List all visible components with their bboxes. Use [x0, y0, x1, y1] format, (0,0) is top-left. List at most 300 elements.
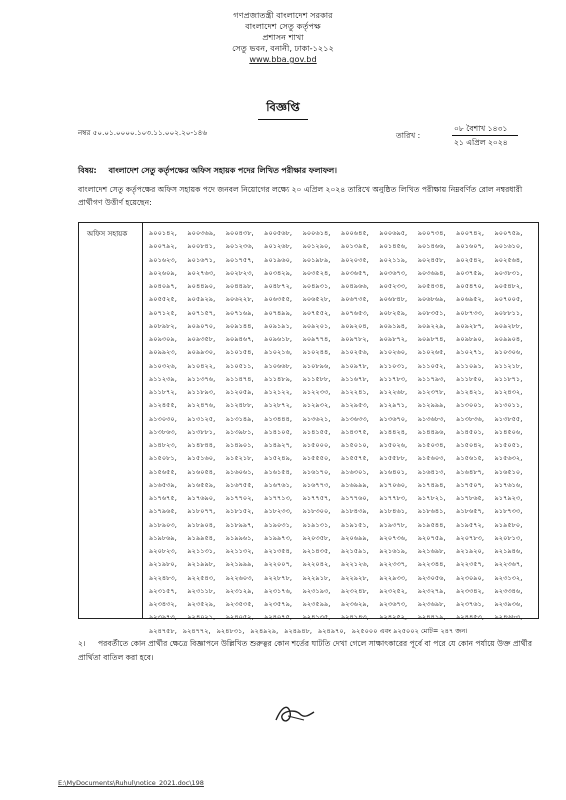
- roll-number: ৯১৭৭১৩,: [264, 494, 292, 502]
- roll-number: ৯০৯৯০৪,: [494, 335, 523, 343]
- roll-number: ৯১৪৯০১,: [225, 441, 254, 449]
- roll-number: ৯২৩১২৯,: [225, 586, 254, 595]
- date-bangla: ০৮ বৈশাখ ১৪৩১: [454, 124, 508, 133]
- roll-number: ৯১১৮৭১,: [494, 374, 523, 383]
- roll-number: ৯২৪৯২৯,: [250, 626, 279, 635]
- roll-number: ৯০০৭৫৯,: [494, 229, 523, 237]
- roll-number: ৯১৮৬৪১,: [417, 507, 446, 516]
- roll-number: ৯১৬৫৫৯,: [187, 480, 216, 489]
- roll-number: ৯১১৬৭৮,: [340, 374, 369, 383]
- section-name: প্রশাসন শাখা: [262, 32, 304, 42]
- roll-number: ৯২৩১৭৬,: [264, 586, 292, 595]
- roll-number: ৯০৩৬৭৩,: [379, 268, 408, 277]
- roll-number: ৯১৫২১৮,: [225, 454, 254, 463]
- roll-number: ৯১৫০৪২,: [456, 441, 484, 449]
- roll-number: ৯০১৪৫৬,: [379, 242, 408, 251]
- roll-number: ৯০১৬১০,: [494, 242, 523, 251]
- roll-row: [149, 386, 533, 399]
- roll-number: ৯২৪৯৭০,: [317, 626, 346, 635]
- total-count: ৯২৫০০০ এবং ৯২৫০০২ মোট= ২৪৭ জন।: [351, 626, 468, 635]
- website-link[interactable]: www.bba.gov.bd: [249, 54, 317, 64]
- roll-row: [149, 532, 533, 545]
- roll-number: ৯০১৪৬৬,: [417, 242, 446, 251]
- roll-number: ৯১৫০৩৪,: [417, 441, 446, 449]
- roll-row: [149, 479, 533, 492]
- roll-number: ৯২৩০৯০,: [456, 573, 484, 582]
- roll-number: ৯০৫৫২৫,: [149, 295, 177, 304]
- subject-line: [78, 165, 538, 178]
- roll-row: [149, 293, 533, 306]
- roll-number: ৯২৪৮৩১,: [216, 626, 245, 635]
- roll-number: ৯০৮৮১১,: [494, 308, 523, 317]
- roll-number: ৯১৫৫৮৮,: [379, 454, 408, 463]
- roll-number: ৯২২৯১৮,: [302, 573, 331, 582]
- roll-number: ৯২১১৩২,: [225, 547, 254, 555]
- roll-number: ৯০৯৯২৩,: [149, 348, 177, 357]
- roll-number: ৯০১৬০৭,: [456, 242, 484, 251]
- subject-label: বিষয়:: [78, 166, 97, 175]
- roll-number: ৯০৫২৩৩,: [379, 282, 408, 290]
- roll-number: ৯১১৮৫০,: [456, 374, 484, 383]
- roll-number: ৯০১৩৯৫,: [340, 242, 369, 251]
- roll-number: ৯০৪৪৯০,: [187, 282, 216, 290]
- roll-number: ৯১১২৩৯,: [149, 374, 177, 383]
- government-name: গণপ্রজাতন্ত্রী বাংলাদেশ সরকার: [233, 10, 333, 20]
- roll-number: ৯১৪৮২৩,: [149, 441, 177, 449]
- roll-number: ৯২০৭৮৩,: [456, 533, 484, 542]
- roll-number: ৯০৯৭৭৪,: [302, 335, 331, 343]
- roll-number: ৯০৪০৯৭,: [149, 282, 177, 290]
- roll-row: [149, 585, 533, 598]
- roll-number: ৯২৩১৫৭,: [149, 586, 177, 595]
- roll-number: ৯১৭৭০২,: [225, 494, 254, 502]
- roll-number: ৯০৯৮৭৪,: [417, 335, 446, 343]
- roll-number: ৯২২৬০৩,: [225, 573, 254, 582]
- roll-number: ৯০৮৭৩৩,: [456, 308, 484, 317]
- roll-number: ৯০৭১৬৯,: [225, 308, 254, 317]
- roll-number: ৯১৪৫০৬,: [494, 427, 523, 436]
- roll-number: ৯২৪৭৭২,: [182, 626, 211, 635]
- roll-number: ৯১৮৬৫৭,: [456, 507, 484, 516]
- roll-number: ৯১৯৯৫৪,: [187, 533, 216, 542]
- roll-number: ৯১৯১৩১,: [302, 520, 331, 529]
- roll-number: ৯০২৬০৯,: [149, 268, 177, 277]
- roll-number: ৯২২৫৪৩,: [187, 573, 216, 582]
- roll-number: ৯১২৯৫৩,: [340, 401, 369, 410]
- roll-number: ৯০৪৮৭২,: [264, 282, 292, 290]
- roll-number: ৯০৭৫৫২,: [302, 308, 331, 317]
- roll-number: ৯১৬৫১০,: [494, 467, 523, 476]
- roll-number: ৯১৩৮৮১,: [187, 427, 216, 436]
- roll-number: ৯১৫৫৫০,: [302, 454, 331, 463]
- roll-number: ৯১০২৪৪,: [302, 348, 331, 357]
- roll-row: [149, 558, 533, 571]
- roll-number: ৯২৪১৪৩,: [340, 613, 369, 622]
- roll-number: ৯১১৩৭৬,: [187, 374, 216, 383]
- roll-number: ৯১৩১২৫,: [187, 414, 216, 423]
- roll-number: ৯২১৬১৯,: [379, 547, 408, 555]
- roll-number: ৯০০৭৪২,: [456, 229, 484, 237]
- roll-number: ৯১৭০৬০,: [379, 480, 408, 489]
- roll-number: ৯১৫৬৩২,: [494, 454, 523, 463]
- roll-number: ৯০৯৯৩০,: [187, 348, 216, 357]
- roll-number: ৯১৩১৪৯,: [225, 414, 254, 423]
- roll-number: ৯১৬৯৯৯,: [340, 480, 369, 489]
- roll-number: ৯১১০৫২,: [417, 361, 446, 370]
- roll-number: ৯১৮৩০০,: [302, 507, 331, 516]
- roll-number: ৯০৪৯৬৬,: [340, 282, 369, 290]
- roll-number: ৯২৪০৭৫,: [264, 613, 292, 622]
- roll-number: ৯০৩৬৯৪,: [417, 268, 446, 277]
- roll-number: ৯২৪৯৪৮,: [284, 626, 312, 635]
- roll-row: [149, 426, 533, 439]
- roll-number: ৯১৬৪৮৭,: [456, 467, 484, 476]
- roll-number: ৯১৯৯৭৩,: [264, 533, 292, 542]
- roll-row: [149, 307, 533, 320]
- roll-row: [149, 452, 533, 465]
- roll-number: ৯১৬৩০১,: [340, 467, 369, 476]
- roll-number: ৯১২৯৭১,: [379, 401, 408, 410]
- roll-number: ৯২১৯২০,: [456, 547, 484, 555]
- roll-number: ৯২৩২৭৯,: [417, 586, 446, 595]
- roll-number: ৯০৬৭৩৫,: [340, 295, 369, 304]
- roll-numbers: [149, 227, 533, 638]
- note-paragraph: [78, 637, 538, 665]
- roll-row: [149, 492, 533, 505]
- roll-number: ৯১০২৬৫,: [417, 348, 446, 357]
- roll-number: ৯১০৬৬৮,: [264, 361, 292, 370]
- roll-number: ৯০৩৫২৪,: [302, 268, 331, 277]
- roll-number: ৯০২৫৪২,: [456, 255, 484, 264]
- roll-number: ৯১২৪৮৮,: [225, 401, 254, 410]
- roll-number: ৯১২৪২১,: [456, 388, 484, 396]
- roll-number: ৯১১৭৮৩,: [379, 374, 408, 383]
- roll-number: ৯১৮৯০৩,: [149, 520, 177, 529]
- roll-number: ৯১১৮৭২,: [149, 388, 177, 396]
- roll-number: ৯১৫০০০,: [302, 441, 331, 449]
- roll-row: [149, 254, 533, 267]
- roll-number: ৯২৪১৩৫,: [302, 613, 331, 622]
- roll-number: ৯০১৯৮৯,: [302, 255, 331, 264]
- roll-number: ৯১০১৫৪,: [225, 348, 254, 357]
- roll-number: ৯২৩৫৭৯,: [264, 600, 292, 608]
- roll-number: ৯০০৫৬৮,: [264, 229, 292, 237]
- roll-number: ৯১৭৬৭৫,: [149, 494, 177, 502]
- roll-number: ৯২৪৪১৯,: [417, 613, 446, 622]
- roll-number: ৯০১৯৬০,: [264, 255, 292, 264]
- roll-number: ৯১৭৪৯৪,: [417, 480, 446, 489]
- roll-number: ৯১১৪৭৪,: [225, 374, 254, 383]
- roll-number: ৯২২৯২৮,: [340, 573, 369, 582]
- roll-number: ৯১৭৭৬০,: [340, 494, 369, 502]
- roll-number: ৯০২৫৬৪,: [494, 255, 523, 264]
- roll-number: ৯০৬২২৮,: [225, 295, 254, 304]
- roll-number: ৯০৩৮৩১,: [494, 268, 523, 277]
- roll-row: [149, 399, 533, 412]
- roll-number: ৯০০৭৩৪,: [417, 229, 446, 237]
- note-number: ২।: [78, 639, 86, 648]
- roll-number: ৯১০২৬০,: [379, 348, 408, 357]
- roll-number: ৯১২৪৫৫,: [149, 401, 177, 410]
- roll-number: ৯১৩০০১,: [456, 401, 484, 410]
- roll-row: [149, 280, 533, 293]
- roll-row: [149, 466, 533, 479]
- roll-number: ৯২৩১৩২,: [494, 573, 523, 582]
- roll-number: ৯১৫০২৬,: [379, 441, 408, 449]
- roll-number: ৯০৯০৭০,: [187, 321, 216, 330]
- roll-number: ৯০৯৭৮২,: [340, 335, 369, 343]
- roll-number: ৯১৮২৩৩,: [264, 507, 292, 516]
- roll-number: ৯১২৯৩২,: [302, 401, 331, 410]
- results-table: [78, 222, 539, 635]
- roll-number: ৯০০৬৪৫,: [340, 229, 369, 237]
- roll-number: ৯০৯১৯১,: [264, 321, 292, 330]
- roll-number: ৯০৭০০৫,: [494, 295, 523, 304]
- roll-number: ৯১৭৯২৩,: [494, 494, 523, 502]
- roll-number: ৯২৩৪৩২,: [149, 600, 177, 608]
- roll-row: [149, 373, 533, 386]
- roll-number: ৯২৩৫২৯,: [187, 600, 216, 608]
- roll-number: ৯১০২৫৬,: [340, 348, 369, 357]
- roll-number: ৯০১৭৫৭,: [225, 255, 254, 264]
- roll-number: ৯০১২৬৮,: [264, 242, 292, 251]
- roll-number: ৯২২৯৩৩,: [379, 573, 408, 582]
- roll-number: ৯১৩৮৫৫,: [494, 414, 523, 423]
- roll-number: ৯০০৮৪১,: [187, 242, 216, 251]
- roll-number: ৯১৯৫৪৪,: [417, 520, 446, 529]
- roll-number: ৯২৩১৯৩,: [302, 586, 331, 595]
- roll-number: ৯১১৮৯৩,: [187, 388, 216, 396]
- roll-number: ৯২১৬৯৮,: [417, 547, 446, 555]
- roll-number: ৯১০২৭১,: [456, 348, 484, 357]
- roll-number: ৯১৩৮৩৬,: [456, 414, 484, 423]
- roll-number: ৯২৩৯৭৩,: [149, 613, 177, 622]
- date-divider: [452, 135, 518, 136]
- roll-number: ৯০৭৪৯৯,: [264, 308, 292, 317]
- roll-number: ৯২০৮১৩,: [494, 533, 523, 542]
- letterhead: [0, 10, 566, 65]
- roll-number: ৯০৯১৪৪,: [225, 321, 254, 330]
- roll-row: [149, 572, 533, 585]
- roll-row: [149, 545, 533, 558]
- roll-number: ৯০১২৯০,: [302, 242, 331, 251]
- roll-number: ৯০৩৬৫৭,: [340, 268, 369, 277]
- roll-number: ৯১৬৭৭৩,: [302, 480, 331, 489]
- roll-number: ৯০৩৪২৯,: [264, 268, 292, 277]
- roll-number: ৯২২০৪২,: [302, 560, 331, 569]
- roll-number: ৯০৯৮৭২,: [379, 335, 408, 343]
- roll-number: ৯১৪৩৭৫,: [340, 427, 369, 436]
- roll-row: [149, 320, 533, 333]
- roll-number: ৯১৫৬১৫,: [456, 454, 484, 463]
- roll-number: ৯১৩৬২১,: [302, 414, 331, 423]
- notice-title-wrap: [0, 96, 566, 120]
- roll-number: ৯০০৩৬৯,: [187, 229, 216, 237]
- roll-number: ৯০৬৫২৮,: [302, 295, 331, 304]
- roll-number: ৯০৪৯৩১,: [302, 282, 331, 290]
- roll-number: ৯২৩২৪৮,: [340, 586, 369, 595]
- post-name: অফিস সহায়ক: [87, 229, 128, 238]
- roll-row-last: [149, 625, 533, 638]
- roll-number: ৯১৯৫৭২,: [456, 520, 484, 529]
- roll-number: ৯২৩১১৮,: [187, 586, 216, 595]
- roll-number: ৯০০১৪২,: [149, 229, 177, 237]
- roll-number: ৯০৬৩৫৫,: [264, 295, 292, 304]
- roll-number: ৯১৮৭৩৩,: [494, 507, 523, 516]
- roll-number: ৯১৯১৫১,: [340, 520, 369, 529]
- roll-number: ৯২৩০৫৬,: [417, 573, 446, 582]
- roll-number: ৯০৯৬১৮,: [264, 335, 292, 343]
- roll-row: [149, 227, 533, 240]
- roll-number: ৯০৯৩০৯,: [149, 335, 177, 343]
- roll-number: ৯১২৪৩২,: [494, 388, 523, 396]
- roll-number: ৯০৩৭৫৯,: [456, 268, 484, 277]
- roll-number: ৯১৯৫৮০,: [494, 520, 523, 529]
- authority-name: বাংলাদেশ সেতু কর্তৃপক্ষ: [245, 21, 321, 31]
- roll-number: ৯০৯৩৫৮,: [187, 335, 216, 343]
- roll-number: ৯১৬০৫৪,: [187, 467, 216, 476]
- roll-number: ৯২৪৬৮৩,: [494, 613, 523, 622]
- roll-number: ৯২০৭৫৯,: [417, 533, 446, 542]
- roll-number: ৯০১৬৭১,: [187, 255, 216, 264]
- roll-number: ৯১০৮৯৬,: [302, 361, 331, 370]
- file-path: E:\MyDocuments\Ruhul\notice_2021.doc\198: [58, 779, 204, 787]
- roll-number: ৯১৪৯২৭,: [264, 441, 292, 449]
- intro-paragraph: বাংলাদেশ সেতু কর্তৃপক্ষের অফিস সহায়ক পদে জনবল নিয়োগের লক্ষ্যে ২০ এপ্রিল ২০২৪ তারিখে অনুষ্ঠিত লিখিত পরীক্ষায় নিম্নবর্ণিত রোল নম্বরধারী প্রার্থীগণ উত্তীর্ণ হয়েছেন:: [78, 185, 523, 207]
- roll-number: ৯১৫১৬০,: [187, 454, 216, 463]
- roll-number: ৯২০৩৫৮,: [302, 533, 331, 542]
- roll-number: ৯১২০৫৯,: [225, 388, 254, 396]
- roll-number: ৯১৭৯৬৫,: [149, 507, 177, 516]
- roll-number: ৯১৫২৪৯,: [264, 454, 292, 463]
- roll-number: ৯১৯৩৭৮,: [379, 520, 408, 529]
- roll-number: ৯১৯০৩১,: [264, 520, 292, 529]
- roll-row: [149, 360, 533, 373]
- roll-number: ৯২২৩৬৭,: [494, 560, 523, 569]
- roll-number: ৯১২৩৭৮,: [417, 388, 446, 396]
- roll-number: ৯১৮৪৩৯,: [340, 507, 369, 516]
- post-column: [79, 223, 143, 618]
- roll-number: ৯০১২৩৬,: [225, 242, 254, 251]
- roll-number: ৯২১৯৯৮,: [187, 560, 216, 569]
- roll-number: ৯১১২১৮,: [494, 361, 523, 370]
- roll-number: ৯০১৬২৩,: [149, 255, 177, 264]
- roll-number: ৯১৮৯৯৭,: [225, 520, 254, 529]
- roll-row: [149, 519, 533, 532]
- roll-number: ৯১১৪৮৯,: [264, 374, 292, 383]
- roll-number: ৯০০৪৩৮,: [225, 229, 254, 237]
- roll-number: ৯২৩৯৩৬,: [494, 600, 523, 608]
- roll-number: ৯১০২১৬,: [264, 348, 292, 357]
- roll-number: ৯২১৯৮০,: [149, 560, 177, 569]
- roll-row: [149, 439, 533, 452]
- roll-number: ৯১৫০৮১,: [149, 454, 177, 463]
- date-label: তারিখ :: [396, 131, 421, 140]
- roll-number: ৯১৬১৫৪,: [264, 467, 292, 476]
- address: সেতু ভবন, বনানী, ঢাকা-১২১২: [232, 43, 334, 53]
- roll-number: ৯০৮২৫৯,: [379, 308, 408, 317]
- roll-number: ৯১০৯৭৮,: [340, 361, 369, 370]
- roll-number: ৯০২০৩৫,: [340, 255, 369, 264]
- roll-number: ৯২২৮৭৮,: [264, 573, 292, 582]
- roll-number: ৯১২২৪১,: [340, 388, 369, 396]
- roll-number: ৯০৯১৯৪,: [379, 321, 408, 330]
- roll-number: ৯১৪১০৫,: [264, 427, 292, 436]
- subject-text: বাংলাদেশ সেতু কর্তৃপক্ষের অফিস সহায়ক পদের লিখিত পরীক্ষার ফলাফল।: [108, 166, 337, 175]
- roll-number: ৯০৬৯৫২,: [456, 295, 484, 304]
- note-text: পরবর্তীতে কোন প্রার্থীর ক্ষেত্রে বিজ্ঞাপনে উল্লিখিত শুরুত্বর কোন শর্তের ঘাটতি দেখা গেলে সাক্ষাৎকারের পূর্বে বা পরে যে কোন পর্যায়ে উক্ত প্রার্থীর প্রার্থিতা বাতিল করা হবে।: [78, 639, 533, 662]
- roll-number: ৯১৪৫০১,: [456, 427, 484, 436]
- roll-number: ৯১০৪২২,: [187, 361, 216, 370]
- roll-number: ৯২৩৭৬১,: [456, 600, 484, 608]
- roll-number: ৯১৭৭৮৩,: [379, 494, 408, 502]
- roll-number: ৯১৮৯০৪,: [187, 520, 216, 529]
- notice-title: বিজ্ঞপ্তি: [258, 98, 307, 120]
- roll-number: ৯১৩০১১,: [494, 401, 523, 410]
- roll-row: [149, 346, 533, 359]
- roll-number: ৯২০৭৩৬,: [379, 533, 408, 542]
- roll-number: ৯০২৪৫৮,: [417, 255, 446, 264]
- roll-number: ৯১৩৬৮৩,: [417, 414, 446, 423]
- roll-number: ৯১০৩০৬,: [494, 348, 523, 357]
- roll-number: ৯০৬৮৪৮,: [379, 295, 408, 304]
- roll-number: ৯২৪২৫২,: [379, 613, 408, 622]
- roll-number: ৯০০৬১৪,: [302, 229, 331, 237]
- roll-number: ৯০৫৪৮২,: [494, 282, 523, 290]
- roll-number: ৯২৪০৫২,: [225, 613, 254, 622]
- roll-number: ৯০৬৮৬৯,: [417, 295, 446, 304]
- roll-number: ৯০৯৮৯০,: [456, 335, 484, 343]
- roll-number: ৯০৮৯৮২,: [149, 321, 177, 330]
- roll-number: ৯১৭৭৫৭,: [302, 494, 331, 502]
- roll-number: ৯০৯২০৪,: [340, 321, 369, 330]
- roll-number: ৯০৯৪৬৭,: [225, 335, 254, 343]
- roll-number: ৯২৩২৫২,: [379, 586, 408, 595]
- roll-number: ৯১৫০৫১,: [494, 441, 523, 449]
- roll-number: ৯০৭১২৫,: [149, 308, 177, 317]
- roll-number: ৯১৬৫৩৯,: [149, 480, 177, 489]
- roll-row: [149, 611, 533, 624]
- roll-number: ৯১৩৬৭০,: [379, 414, 408, 423]
- roll-number: ৯১৭৫০৭,: [456, 480, 484, 489]
- roll-number: ৯০৪৪৯৮,: [225, 282, 254, 290]
- roll-number: ৯২১৪৩৫,: [302, 547, 331, 555]
- roll-number: ৯০৫৪৭০,: [456, 282, 484, 290]
- roll-number: ৯১৯৯৬১,: [225, 533, 254, 542]
- roll-number: ৯০২১১৯,: [379, 255, 408, 264]
- roll-number: ৯১৬৪১৩,: [417, 467, 446, 476]
- roll-number: ৯২৩৬২৯,: [340, 600, 369, 608]
- roll-number: ৯০২৭৬৩,: [187, 268, 216, 277]
- roll-number: ৯১৩০৩০,: [149, 414, 177, 423]
- roll-number: ৯২৩৫৯৯,: [302, 600, 331, 608]
- roll-number: ৯১৩৯৮১,: [225, 427, 254, 436]
- roll-row: [149, 267, 533, 280]
- roll-number: ৯১৪৪৯৬,: [417, 427, 446, 436]
- roll-number: ৯১২২৬৮,: [379, 388, 408, 396]
- roll-number: ৯২১৩৫৪,: [264, 547, 292, 555]
- roll-number: ৯১২৪৭৬,: [187, 401, 216, 410]
- roll-number: ৯১০৩২৬,: [149, 361, 177, 370]
- roll-number: ৯১৭৮৬৫,: [456, 494, 484, 502]
- roll-number: ৯১১৭৯৩,: [417, 374, 446, 383]
- roll-number: ৯০০৬৯৫,: [379, 229, 408, 237]
- roll-number: ৯২১৯৯৯,: [225, 560, 254, 569]
- roll-number: ৯২০৮২৩,: [149, 547, 177, 555]
- roll-row: [149, 505, 533, 518]
- roll-number: ৯০৭৬৫৩,: [340, 308, 369, 317]
- roll-number: ৯১৯৮৬৯,: [149, 533, 177, 542]
